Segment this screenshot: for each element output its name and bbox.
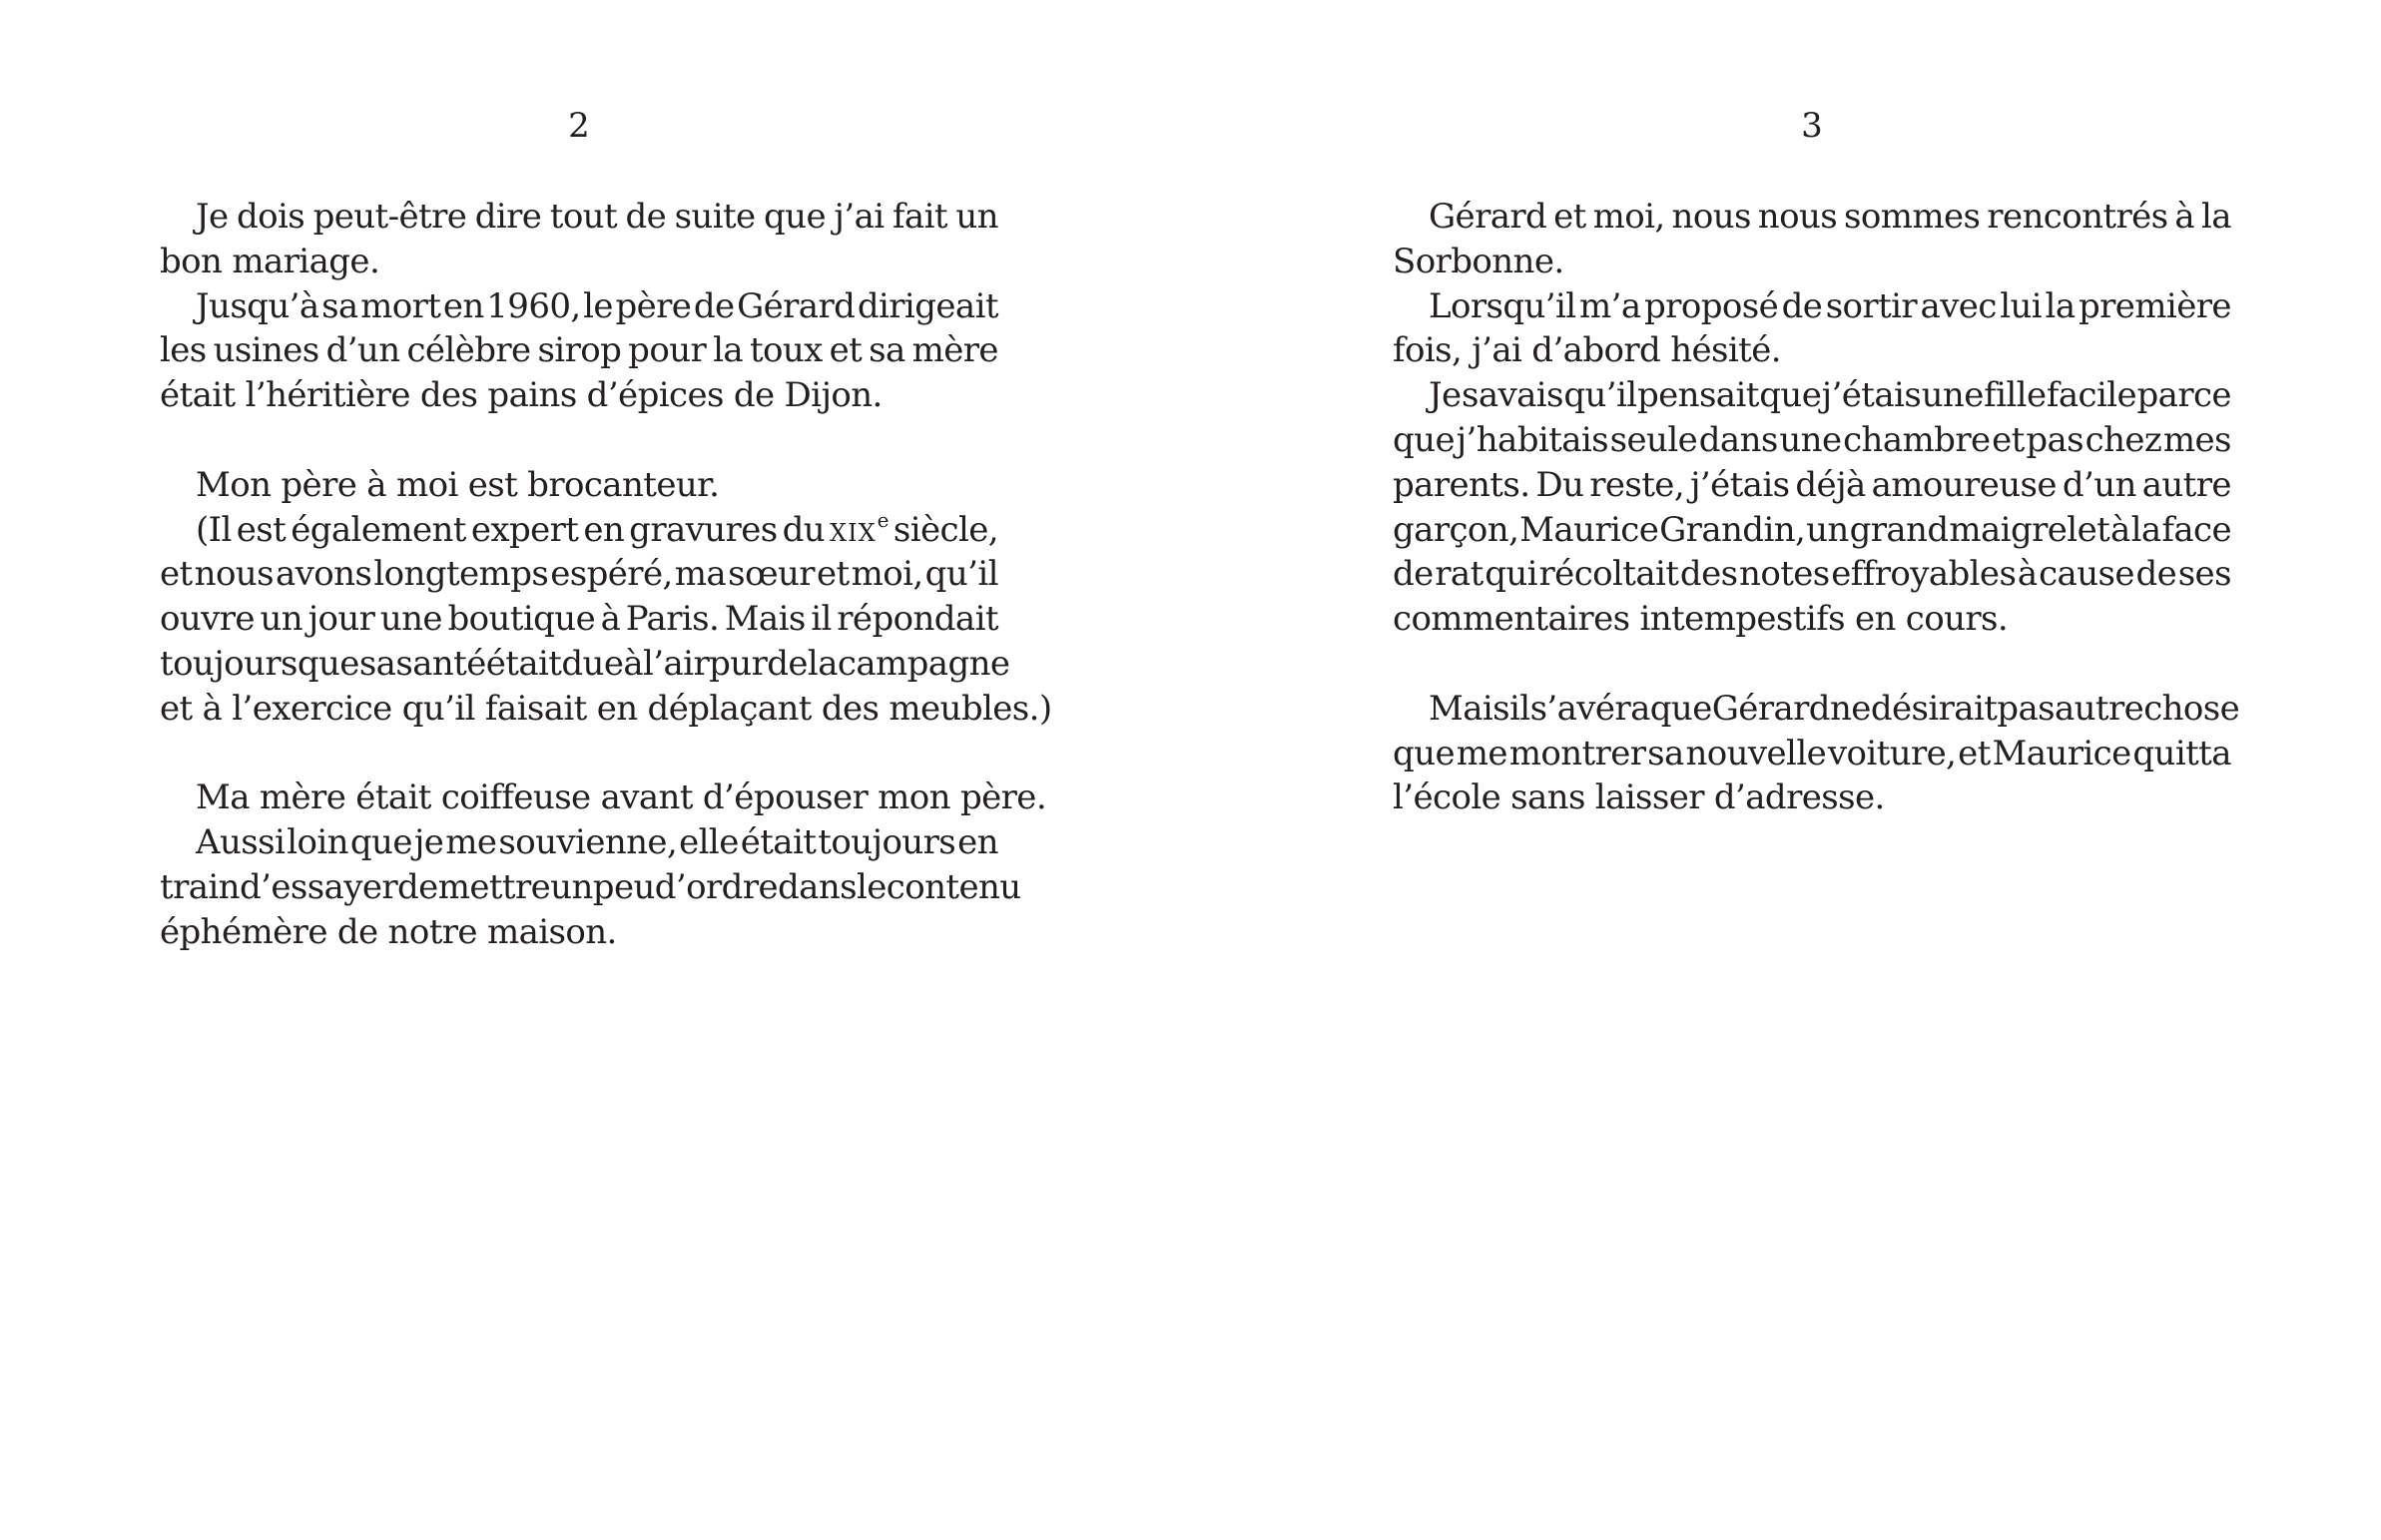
text-line: que j’habitais seule dans une chambre et pas chez mes <box>1393 419 2231 460</box>
left-page <box>160 0 1052 1540</box>
right-page-body <box>1393 195 2240 820</box>
paragraph-gap <box>160 418 998 463</box>
text-line: Aussi loin que je me souvienne, elle était toujours en <box>196 822 998 863</box>
page-number-left: 2 <box>568 106 590 146</box>
text-line: les usines d’un célèbre sirop pour la toux et sa mère <box>160 330 998 371</box>
text-line: train d’essayer de mettre un peu d’ordre dans le contenu <box>160 866 1021 907</box>
paragraph-gap <box>1393 642 2231 687</box>
text-line: commentaires intempestifs en cours. <box>1393 599 2009 640</box>
text-line: éphémère de notre maison. <box>160 911 617 952</box>
text-line: garçon, Maurice Grandin, un grand maigrelet à la face <box>1393 509 2231 550</box>
text-line: fois, j’ai d’abord hésité. <box>1393 330 1781 371</box>
text-line: parents. Du reste, j’étais déjà amoureuse d’un autre <box>1393 464 2231 505</box>
text-line: bon mariage. <box>160 241 380 281</box>
text-line: Lorsqu’il m’a proposé de sortir avec lui la première <box>1429 285 2231 326</box>
text-line: (Il est également expert en gravures du xix$^e$ siècle, <box>196 507 998 550</box>
text-line: toujours que sa santé était due à l’air pur de la campagne <box>160 643 1010 684</box>
text-line: Mais il s’avéra que Gérard ne désirait pas autre chose <box>1429 688 2240 729</box>
page-number-right: 3 <box>1801 106 1823 146</box>
text-line: Jusqu’à sa mort en 1960, le père de Gérard dirigeait <box>196 285 998 326</box>
text-line: de rat qui récoltait des notes effroyables à cause de ses <box>1393 554 2231 595</box>
text-line: ouvre un jour une boutique à Paris. Mais il répondait <box>160 599 998 640</box>
text-line: Je savais qu’il pensait que j’étais une fille facile parce <box>1429 375 2231 416</box>
text-line: et nous avons longtemps espéré, ma sœur et moi, qu’il <box>160 554 998 595</box>
text-line: Ma mère était coiffeuse avant d’épouser mon père. <box>196 777 1047 818</box>
text-line: que me montrer sa nouvelle voiture, et Maurice quitta <box>1393 733 2231 773</box>
text-line: l’école sans laisser d’adresse. <box>1393 777 1885 818</box>
text-line: Je dois peut-être dire tout de suite que j’ai fait un <box>196 197 998 237</box>
text-line: était l’héritière des pains d’épices de Dijon. <box>160 375 883 416</box>
text-line: Mon père à moi est brocanteur. <box>196 464 720 505</box>
text-line: et à l’exercice qu’il faisait en déplaçant des meubles.) <box>160 688 1052 729</box>
text-line: Sorbonne. <box>1393 241 1564 281</box>
right-page <box>1393 0 2240 1540</box>
left-page-body <box>160 195 1052 955</box>
paragraph-gap <box>160 732 998 776</box>
text-line: Gérard et moi, nous nous sommes rencontrés à la <box>1429 197 2231 237</box>
